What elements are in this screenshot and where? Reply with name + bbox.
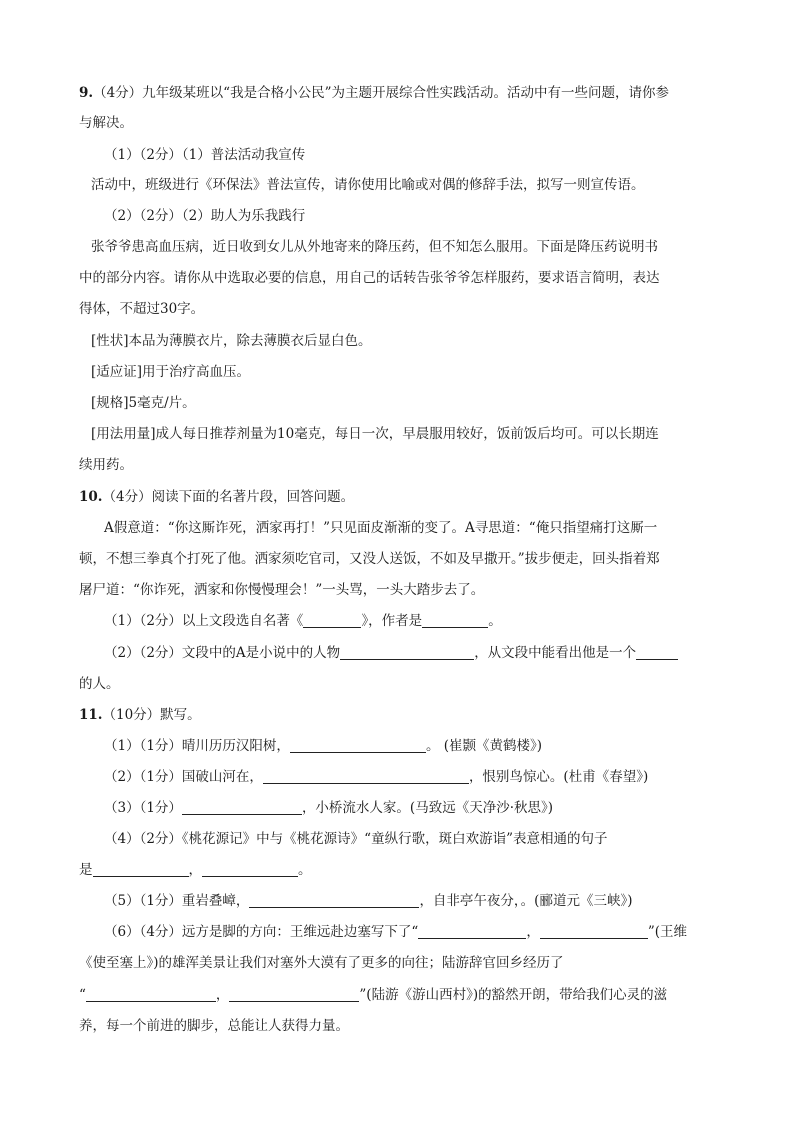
q9-part1-title: （1）（2分）（1）普法活动我宣传 — [104, 147, 306, 163]
q10-part1: （1）（2分）以上文段选自名著《 》，作者是 。 — [104, 613, 502, 629]
q10-passage-2: 顿，不想三拳真个打死了他。洒家须吃官司，又没人送饭，不如及早撒开。”拔步便走，回头指着郑 — [79, 551, 660, 567]
q10-part2: （2）（2分）文段中的A是小说中的人物 ，从文段中能看出他是一个 — [104, 643, 722, 663]
q9-info-dosage-1: [用法用量]成人每日推荐剂量为10毫克，每日一次，早晨服用较好，饭前饭后均可。可以长期连 — [91, 426, 659, 442]
q9-part1-text: 活动中，班级进行《环保法》普法宣传，请你使用比喻或对偶的修辞手法，拟写一则宣传语。 — [91, 177, 645, 193]
q11-sentence-6-end: 养，每一个前进的脚步，总能让人获得力量。 — [79, 1018, 349, 1034]
answer-blank[interactable] — [249, 893, 419, 908]
answer-blank[interactable] — [340, 645, 474, 660]
q9-info-appearance: [性状]本品为薄膜衣片，除去薄膜衣后显白色。 — [91, 333, 372, 349]
q11-number: 11. — [79, 707, 103, 723]
q9-info-dosage-2: 续用药。 — [79, 457, 133, 473]
q9-part2-title: （2）（2分）（2）助人为乐我践行 — [104, 208, 306, 224]
answer-blank[interactable] — [263, 769, 469, 784]
q10-number: 10. — [79, 489, 103, 505]
q11-sentence-6-cont: 《使至塞上》)的雄浑美景让我们对塞外大漠有了更多的向往；陆游辞官回乡经历了 — [79, 955, 564, 971]
answer-blank[interactable] — [86, 987, 216, 1002]
q11-sentence-4-answer: 是 ， 。 — [79, 862, 312, 878]
q9-part2-text-1: 张爷爷患高血压病，近日收到女儿从外地寄来的降压药，但不知怎么服用。下面是降压药说明书 — [91, 239, 658, 255]
q9-info-spec: [规格]5毫克/片。 — [91, 395, 196, 411]
q10-passage-1: A假意道：“你这厮诈死，洒家再打！”只见面皮渐渐的变了。A寻思道：“俺只指望痛打这厮一 — [104, 520, 658, 536]
q10-part2-cont: 的人。 — [79, 676, 120, 692]
answer-blank[interactable] — [303, 613, 361, 628]
q9-stem: 9.（4分）九年级某班以“我是合格小公民”为主题开展综合性实践活动。活动中有一些问题，请你参 — [79, 85, 669, 101]
q10-stem: 10.（4分）阅读下面的名著片段，回答问题。 — [79, 489, 355, 505]
q11-sentence-6-answer: “ ， ”(陆游《游山西村》)的豁然开朗，带给我们心灵的滋 — [79, 987, 668, 1003]
q11-sentence-1: （1）（1分）晴川历历汉阳树， 。 (崔颢《黄鹤楼》) — [104, 738, 543, 754]
answer-blank[interactable] — [636, 645, 678, 660]
q11-stem: 11.（10分）默写。 — [79, 707, 201, 723]
q10-passage-3: 屠尸道：“你诈死，洒家和你慢慢理会！”一头骂，一头大踏步去了。 — [79, 582, 485, 598]
answer-blank[interactable] — [182, 800, 302, 815]
q9-info-indication: [适应证]用于治疗高血压。 — [91, 364, 251, 380]
q11-sentence-6: （6）（4分）远方是脚的方向：王维远赴边塞写下了“ ， ”(王维 — [104, 924, 688, 940]
answer-blank[interactable] — [290, 738, 426, 753]
q11-sentence-3: （3）（1分） ，小桥流水人家。(马致远《天净沙·秋思》) — [104, 800, 554, 816]
answer-blank[interactable] — [418, 924, 526, 939]
answer-blank[interactable] — [93, 862, 189, 877]
q11-sentence-5: （5）（1分）重岩叠嶂， ，自非亭午夜分，。(郦道元《三峡》) — [104, 893, 633, 909]
q9-part2-text-3: 得体，不超过30字。 — [79, 301, 205, 317]
q9-number: 9. — [79, 85, 94, 101]
q9-stem-cont: 与解决。 — [79, 115, 133, 131]
q11-sentence-2: （2）（1分）国破山河在， ，恨别鸟惊心。(杜甫《春望》) — [104, 769, 649, 785]
q9-part2-text-2: 中的部分内容。请你从中选取必要的信息，用自己的话转告张爷爷怎样服药，要求语言简明，表达 — [79, 270, 660, 286]
answer-blank[interactable] — [229, 987, 359, 1002]
answer-blank[interactable] — [202, 862, 298, 877]
answer-blank[interactable] — [540, 924, 648, 939]
q11-sentence-4: （4）（2分）《桃花源记》中与《桃花源诗》“童纵行歌，斑白欢游诣”表意相通的句子 — [104, 831, 608, 847]
answer-blank[interactable] — [422, 613, 488, 628]
